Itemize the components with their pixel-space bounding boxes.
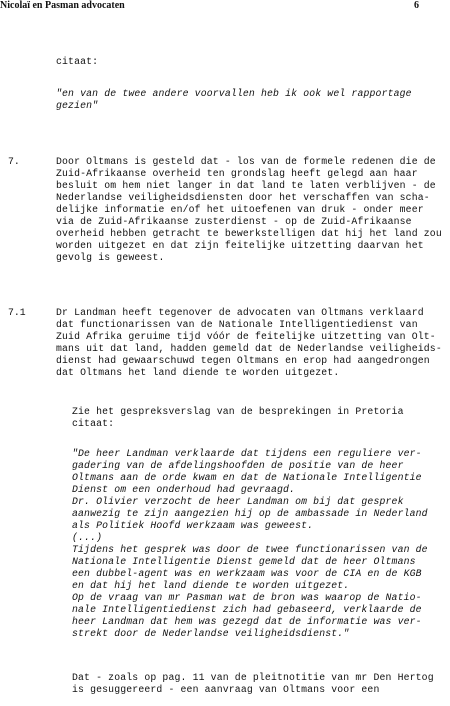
citaat-label: citaat: <box>56 56 99 67</box>
paragraph-line: dat functionarissen van de Nationale Intelligentiedienst van <box>56 319 418 330</box>
paragraph-line: worden uitgezet en dat zijn feitelijke uitzetting daarvan het <box>56 240 424 251</box>
quote-line: heer Landman dat hem was gezegd dat de informatie was ver- <box>72 616 422 627</box>
paragraph-line: Dat - zoals op pag. 11 van de pleitnotitie van mr Den Hertog <box>72 672 434 683</box>
paragraph-line: mans uit dat land, hadden gemeld dat de Nederlandse veiligheids- <box>56 343 442 354</box>
quote-line: Op de vraag van mr Pasman wat de bron was waarop de Natio- <box>72 592 422 603</box>
quote-line: gadering van de afdelingshoofden de positie van de heer <box>72 460 404 471</box>
paragraph-number: 7.1 <box>8 307 26 318</box>
paragraph-line: via de Zuid-Afrikaanse zusterdienst - op de Zuid-Afrikaanse <box>56 216 412 227</box>
paragraph-line: besluit om hem niet langer in dat land te laten verblijven - de <box>56 180 436 191</box>
quote-line: nale Intelligentiedienst zich had gebaseerd, verklaarde de <box>72 604 422 615</box>
paragraph-line: Zuid Afrika geruime tijd vóór de feitelijke uitzetting van Olt- <box>56 331 436 342</box>
quote-line: aanwezig te zijn aangezien hij op de ambassade in Nederland <box>72 508 428 519</box>
quote-line: Dr. Olivier verzocht de heer Landman om bij dat gesprek <box>72 496 404 507</box>
quote-line: strekt door de Nederlandse veiligheidsdienst." <box>72 628 350 639</box>
quote-line: "en van de twee andere voorvallen heb ik ook wel rapportage <box>56 88 412 99</box>
paragraph-line: Door Oltmans is gesteld dat - los van de formele redenen die de <box>56 156 436 167</box>
quote-line: Dienst om een onderhoud had gevraagd. <box>72 484 296 495</box>
paragraph-line: overheid hebben getracht te bewerkstelligen dat hij het land zou <box>56 228 442 239</box>
quote-line: (...) <box>72 532 103 543</box>
page-header <box>0 0 450 14</box>
reference-line: Zie het gespreksverslag van de besprekingen in Pretoria <box>72 406 404 417</box>
paragraph-line: dienst had gewaarschuwd tegen Oltmans en erop had aangedrongen <box>56 355 430 366</box>
paragraph-line: delijke informatie en/of het uitoefenen van druk - onder meer <box>56 204 424 215</box>
quote-line: Oltmans aan de orde kwam en dat de Nationale Intelligentie <box>72 472 422 483</box>
paragraph-line: Dr Landman heeft tegenover de advocaten van Oltmans verklaard <box>56 307 424 318</box>
paragraph-number: 7. <box>8 156 20 167</box>
paragraph-line: Zuid-Afrikaanse overheid ten grondslag heeft gelegd aan haar <box>56 168 418 179</box>
paragraph-line: is gesuggereerd - een aanvraag van Oltmans voor een <box>72 684 380 695</box>
quote-line: "De heer Landman verklaarde dat tijdens een reguliere ver- <box>72 448 422 459</box>
paragraph-line: Nederlandse veiligheidsdiensten door het verschaffen van scha- <box>56 192 430 203</box>
quote-line: een dubbel-agent was en werkzaam was voor de CIA en de KGB <box>72 568 422 579</box>
citaat-label: citaat: <box>72 418 115 429</box>
quote-line: als Politiek Hoofd werkzaam was geweest. <box>72 520 314 531</box>
quote-line: Nationale Intelligentie Dienst gemeld dat de heer Oltmans <box>72 556 416 567</box>
quote-line: Tijdens het gesprek was door de twee functionarissen van de <box>72 544 428 555</box>
paragraph-line: dat Oltmans het land diende te worden uitgezet. <box>56 367 340 378</box>
firm-name: Nicolaï en Pasman advocaten <box>0 0 125 11</box>
paragraph-line: gevolg is geweest. <box>56 252 165 263</box>
page-number: 6 <box>414 0 419 11</box>
quote-line: gezien" <box>56 100 99 111</box>
quote-line: en dat hij het land diende te worden uitgezet. <box>72 580 350 591</box>
